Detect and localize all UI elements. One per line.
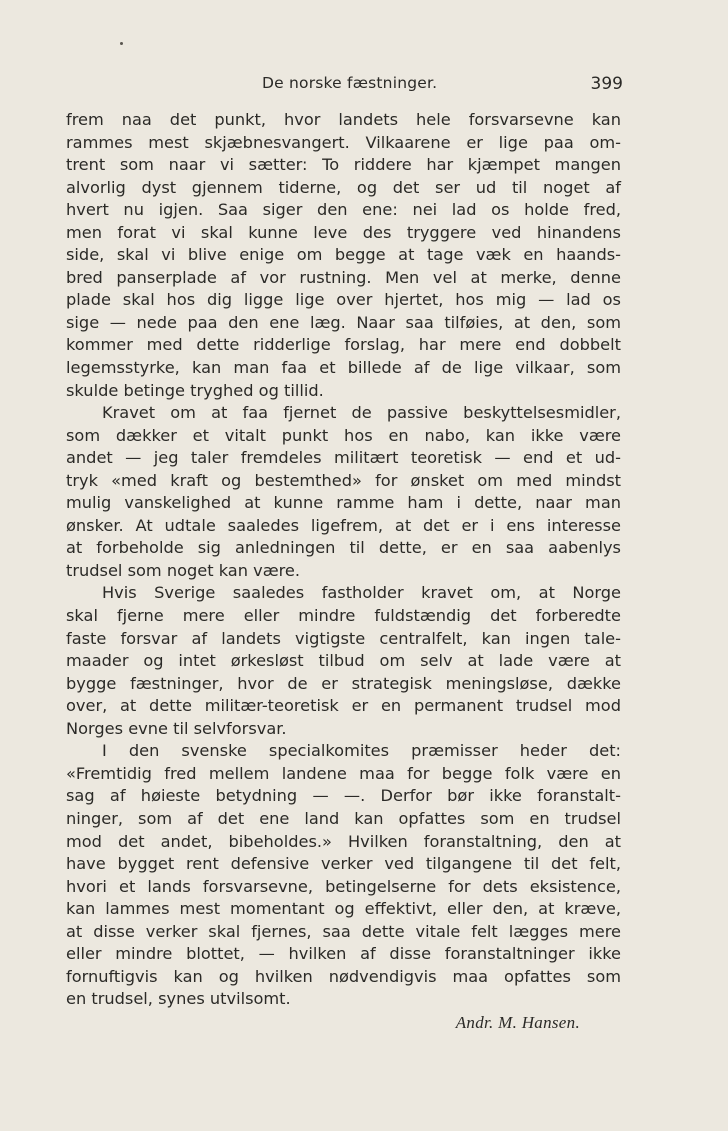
text-line: legemsstyrke, kan man faa et billede af de lige vilkaar, som xyxy=(66,358,621,378)
text-line: Norges evne til selvforsvar. xyxy=(66,718,287,738)
text-line: plade skal hos dig ligge lige over hjertet, hos mig — lad os xyxy=(66,290,621,310)
text-line: frem naa det punkt, hvor landets hele forsvarsevne kan xyxy=(66,110,621,129)
text-line: Kravet om at faa fjernet de passive beskyttelsesmidler, xyxy=(102,403,621,423)
text-line: at forbeholde sig anledningen til dette, er en saa aabenlys xyxy=(66,538,621,558)
print-speck xyxy=(120,42,123,45)
text-line: Hvis Sverige saaledes fastholder kravet om, at Norge xyxy=(102,583,621,603)
text-line: bygge fæstninger, hvor de er strategisk meningsløse, dække xyxy=(66,673,621,693)
text-line: andet — jeg taler fremdeles militært teoretisk — end et ud- xyxy=(66,448,621,468)
text-line: have bygget rent defensive verker ved tilgangene til det felt, xyxy=(66,854,621,874)
text-line: sige — nede paa den ene læg. Naar saa tilføies, at den, som xyxy=(66,312,621,332)
page-header xyxy=(68,74,623,96)
text-line: trudsel som noget kan være. xyxy=(66,560,301,580)
text-line: fornuftigvis kan og hvilken nødvendigvis maa opfattes som xyxy=(66,966,621,986)
text-line: som dækker et vitalt punkt hos en nabo, kan ikke være xyxy=(66,425,621,445)
text-line: «Fremtidig fred mellem landene maa for begge folk være en xyxy=(66,763,621,783)
text-line: I den svenske specialkomites præmisser heder det: xyxy=(102,741,621,761)
text-line: at disse verker skal fjernes, saa dette vitale felt lægges mere xyxy=(66,921,621,941)
page-number: 399 xyxy=(590,74,623,94)
running-title: De norske fæstninger. xyxy=(262,74,438,92)
text-line: maader og intet ørkesløst tilbud om selv at lade være at xyxy=(66,651,621,671)
text-line: skulde betinge tryghed og tillid. xyxy=(66,380,324,400)
text-line: hvert nu igjen. Saa siger den ene: nei lad os holde fred, xyxy=(66,200,621,220)
text-line: en trudsel, synes utvilsomt. xyxy=(66,989,291,1009)
text-line: tryk «med kraft og bestemthed» for ønsket om med mindst xyxy=(66,470,621,490)
text-line: side, skal vi blive enige om begge at tage væk en haands- xyxy=(66,245,621,265)
text-line: rammes mest skjæbnesvangert. Vilkaarene er lige paa om- xyxy=(66,132,621,152)
text-line: faste forsvar af landets vigtigste centralfelt, kan ingen tale- xyxy=(66,628,621,648)
text-line: trent som naar vi sætter: To riddere har kjæmpet mangen xyxy=(66,155,621,175)
text-line: ninger, som af det ene land kan opfattes som en trudsel xyxy=(66,808,621,828)
text-line: kommer med dette ridderlige forslag, har mere end dobbelt xyxy=(66,335,621,355)
text-line: eller mindre blottet, — hvilken af disse foranstaltninger ikke xyxy=(66,944,621,964)
text-line: bred panserplade af vor rustning. Men vel at merke, denne xyxy=(66,267,621,287)
text-line: kan lammes mest momentant og effektivt, eller den, at kræve, xyxy=(66,899,621,919)
text-line: skal fjerne mere eller mindre fuldstændig det forberedte xyxy=(66,606,621,626)
author-signature: Andr. M. Hansen. xyxy=(455,1013,580,1032)
text-line: hvori et lands forsvarsevne, betingelserne for dets eksistence, xyxy=(66,876,621,896)
text-line: over, at dette militær-teoretisk er en permanent trudsel mod xyxy=(66,696,621,716)
text-line: ønsker. At udtale saaledes ligefrem, at det er i ens interesse xyxy=(66,515,621,535)
text-line: sag af høieste betydning — —. Derfor bør ikke foranstalt- xyxy=(66,786,621,806)
text-line: alvorlig dyst gjennem tiderne, og det ser ud til noget af xyxy=(66,177,621,197)
text-line: men forat vi skal kunne leve des tryggere ved hinandens xyxy=(66,222,621,242)
text-line: mulig vanskelighed at kunne ramme ham i dette, naar man xyxy=(66,493,621,513)
text-line: mod det andet, bibeholdes.» Hvilken foranstaltning, den at xyxy=(66,831,621,851)
article-body xyxy=(66,109,621,1011)
